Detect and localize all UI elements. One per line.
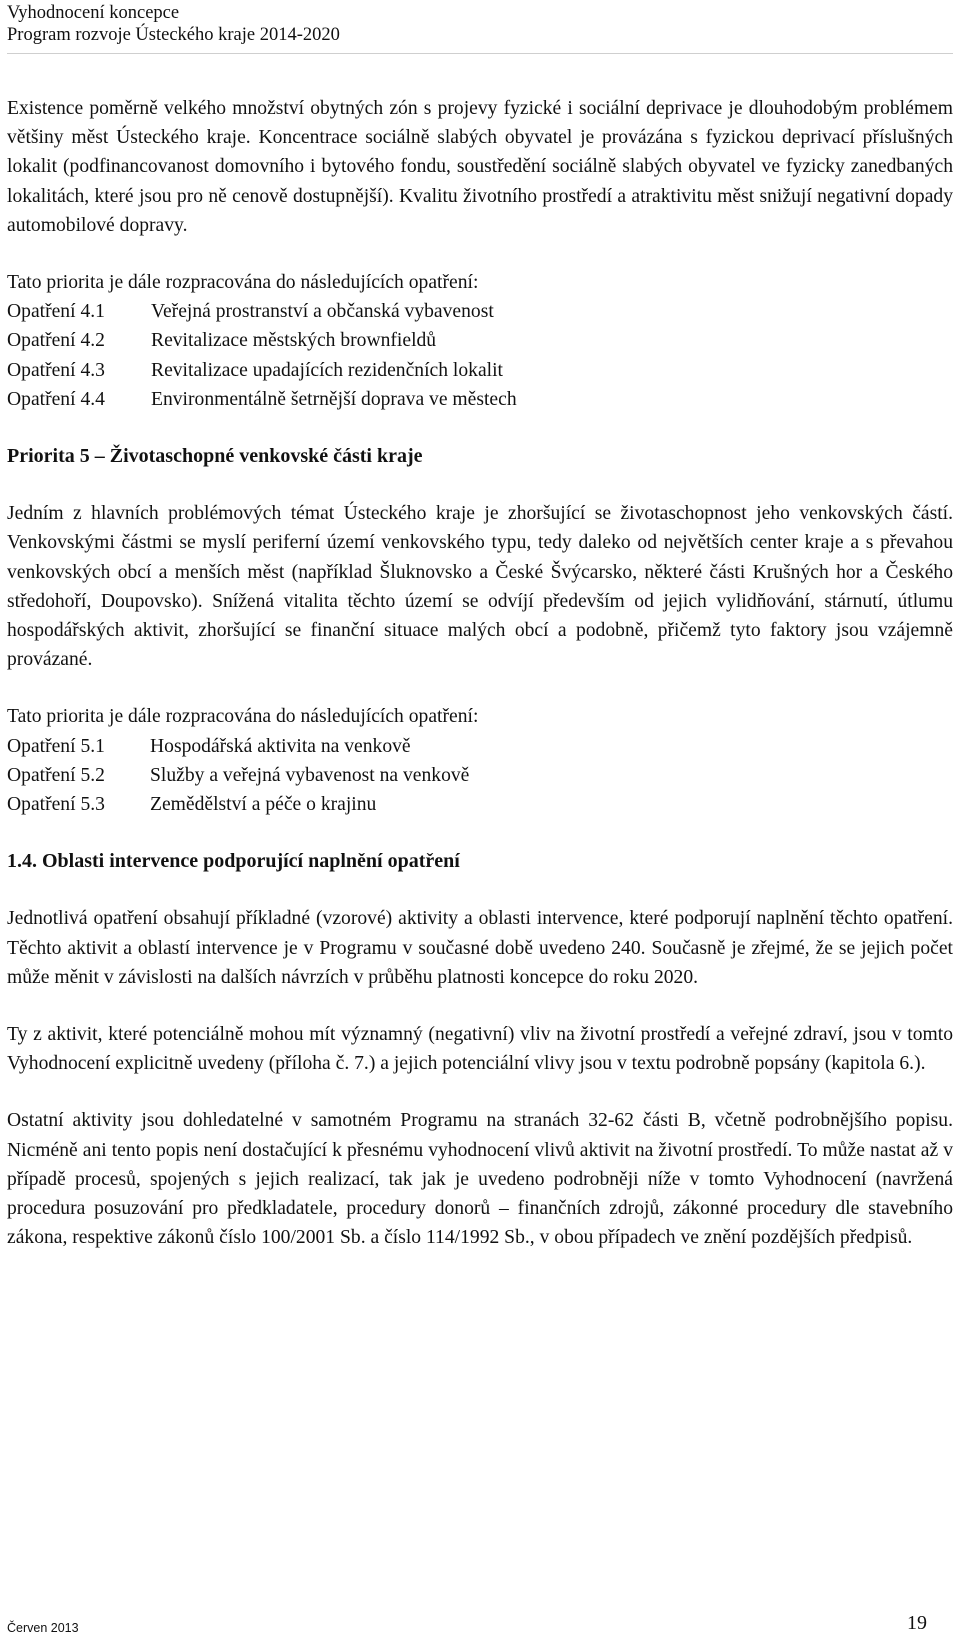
- measure-code: Opatření 4.3: [7, 359, 105, 381]
- measure-code: Opatření 4.2: [7, 330, 105, 352]
- measure-title: Environmentálně šetrnější doprava ve městech: [151, 388, 517, 410]
- measure-title: Revitalizace městských brownfieldů: [151, 330, 437, 352]
- measure-code: Opatření 4.1: [7, 301, 105, 323]
- measures-intro-4: Tato priorita je dále rozpracována do následujících opatření:: [7, 272, 479, 294]
- paragraph-deprivation: Existence poměrně velkého množství obytných zón s projevy fyzické i sociální deprivace je dlouhodobým problémem většiny měst Ústeckého kraje. Koncentrace sociálně slabých obyvatel je provázána s fyzickou deprivací příslušných lokalit (podfinancovanost domovního i bytového fondu, soustředění sociálně slabých obyvatel ve fyzicky zanedbaných lokalitách, které jsou pro ně cenově dostupnější). Kvalitu životního prostředí a atraktivitu měst snižují negativní dopady automobilové dopravy.: [7, 98, 953, 236]
- header-divider: [7, 53, 953, 54]
- measure-title: Služby a veřejná vybavenost na venkově: [150, 764, 470, 786]
- heading-section-1-4: 1.4. Oblasti intervence podporující naplnění opatření: [7, 850, 460, 873]
- measure-item: [7, 356, 953, 385]
- document-body: [7, 94, 953, 1253]
- measure-code: Opatření 4.4: [7, 388, 105, 410]
- measures-list-5: [7, 732, 953, 820]
- measures-intro-5: Tato priorita je dále rozpracována do následujících opatření:: [7, 706, 479, 728]
- measure-title: Revitalizace upadajících rezidenčních lokalit: [151, 359, 503, 381]
- measure-item: [7, 385, 953, 414]
- page-header: [7, 2, 340, 46]
- paragraph-interventions: Jednotlivá opatření obsahují příkladné (vzorové) aktivity a oblasti intervence, které podporují naplnění těchto opatření. Těchto aktivit a oblastí intervence je v Programu v současné době uvedeno 240. Současně je zřejmé, že se jejich počet může měnit v závislosti na dalších návrzích v průběhu platnosti koncepce do roku 2020.: [7, 908, 953, 988]
- measure-title: Hospodářská aktivita na venkově: [150, 735, 411, 757]
- measure-code: Opatření 5.3: [7, 794, 105, 816]
- header-program-title: Program rozvoje Ústeckého kraje 2014-2020: [7, 25, 340, 45]
- paragraph-other-activities: Ostatní aktivity jsou dohledatelné v samotném Programu na stranách 32-62 části B, včetně podrobnějšího popisu. Nicméně ani tento popis není dostačující k přesnému vyhodnocení vlivů aktivit na životní prostředí. To může nastat až v případě procesů, spojených s jejich realizací, tak jak je uvedeno podrobněji níže v tomto Vyhodnocení (navržená procedura posuzování pro předkladatele, procedury donorů – finančních zdrojů, zákonné procedury dle stavebního zákona, respektive zákonů číslo 100/2001 Sb. a číslo 114/1992 Sb., v obou případech ve znění pozdějších předpisů.: [7, 1110, 953, 1249]
- measure-item: [7, 297, 953, 326]
- measure-code: Opatření 5.1: [7, 735, 105, 757]
- header-document-title: Vyhodnocení koncepce: [7, 3, 180, 23]
- measure-item: [7, 790, 953, 819]
- measure-title: Veřejná prostranství a občanská vybavenost: [151, 301, 494, 323]
- paragraph-rural-areas: Jedním z hlavních problémových témat Ústeckého kraje je zhoršující se životaschopnost jeho venkovských částí. Venkovskými částmi se myslí periferní území venkovského typu, tedy daleko od největších center kraje a s převahou venkovských obcí a menších měst (například Šluknovsko a České Švýcarsko, některé části Krušných hor a Českého středohoří, Doupovsko). Snížená vitalita těchto území se odvíjí především od jejich vylidňování, stárnutí, útlumu hospodářských aktivit, zhoršující se finanční situace malých obcí a podobně, přičemž tyto faktory jsou vzájemně provázané.: [7, 503, 953, 671]
- page-number: 19: [907, 1612, 927, 1634]
- measures-list-4: [7, 297, 953, 414]
- measure-item: [7, 326, 953, 355]
- paragraph-significant-activities: Ty z aktivit, které potenciálně mohou mít významný (negativní) vliv na životní prostředí a veřejné zdraví, jsou v tomto Vyhodnocení explicitně uvedeny (příloha č. 7.) a jejich potenciální vlivy jsou v textu podrobně popsány (kapitola 6.).: [7, 1024, 953, 1075]
- footer-date: Červen 2013: [7, 1621, 79, 1635]
- measure-title: Zemědělství a péče o krajinu: [150, 794, 377, 816]
- heading-priority-5: Priorita 5 – Životaschopné venkovské části kraje: [7, 445, 423, 468]
- measure-item: [7, 761, 953, 790]
- measure-code: Opatření 5.2: [7, 764, 105, 786]
- measure-item: [7, 732, 953, 761]
